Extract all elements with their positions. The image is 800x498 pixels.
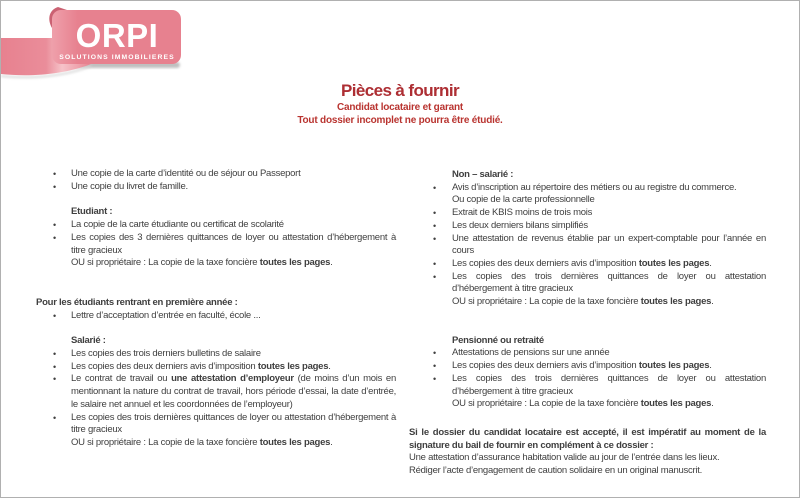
bullet-list [36, 348, 396, 450]
bullet-item: • Les copies des deux derniers avis d’imposition toutes les pages. [36, 361, 396, 374]
bold-text: toutes les pages [638, 257, 710, 269]
bullet-item: • Une attestation de revenus établie par un expert-comptable pour l’année en cours [409, 233, 766, 258]
bullet-list [36, 168, 396, 193]
bullet-item: • Les copies des trois derniers bulletins de salaire [36, 348, 396, 361]
bullet-item: • Lettre d’acceptation d’entrée en faculté, école ... [36, 310, 396, 323]
text-line: Une attestation d’assurance habitation valide au jour de l’entrée dans les lieux. [409, 452, 720, 464]
bullet-item: • Une copie de la carte d’identité ou de séjour ou Passeport [36, 168, 396, 181]
logo-brand-text: ORPI [75, 17, 159, 54]
text-line: Rédiger l’acte d’engagement de caution solidaire en un original manuscrit. [409, 465, 703, 477]
document-header [1, 81, 799, 127]
bullet-item: • Les copies des 3 dernières quittances de loyer ou attestation d’hébergement à titre gracieux [36, 232, 396, 257]
bullet-list [36, 310, 396, 323]
text-line: OU si propriétaire : La copie de la taxe foncière toutes les pages. [452, 296, 714, 308]
section-heading: Non – salarié : [452, 169, 514, 180]
bold-text: toutes les pages [638, 360, 710, 372]
section-heading: Salarié : [71, 335, 106, 347]
bullet-item: • Le contrat de travail ou une attestation d’employeur (de moins d’un mois en mentionnant la nature du contrat de travail, hors période d’essai, la date d’entrée, le salaire net annuel et les coordonnées de l’employeur) [36, 373, 396, 411]
bullet-item: • Les copies des trois dernières quittances de loyer ou attestation d’hébergement à titre gracieux [36, 412, 396, 437]
bold-text: toutes les pages [640, 296, 712, 308]
bold-text: toutes les pages [640, 398, 712, 410]
page-subtitle: Candidat locataire et garant [336, 102, 464, 113]
text-line: Ou copie de la carte professionnelle [452, 194, 595, 206]
right-column [409, 169, 766, 478]
left-column [36, 168, 396, 450]
section-heading: Etudiant : [71, 206, 113, 218]
section-heading: Pour les étudiants rentrant en première année : [36, 296, 238, 308]
bullet-item: • La copie de la carte étudiante ou certificat de scolarité [36, 219, 396, 232]
bullet-list [409, 182, 766, 309]
bold-text: une attestation d’employeur [171, 373, 294, 385]
bold-text: toutes les pages [259, 257, 331, 269]
text-line: OU si propriétaire : La copie de la taxe foncière toutes les pages. [71, 436, 333, 448]
bold-text: toutes les pages [257, 360, 329, 372]
page-warning: Tout dossier incomplet ne pourra être étudié. [297, 115, 503, 126]
page-title: Pièces à fournir [341, 81, 459, 100]
bullet-item: • Les deux derniers bilans simplifiés [409, 220, 766, 233]
orpi-logo [1, 6, 196, 91]
bullet-list [36, 219, 396, 270]
text-line [409, 427, 766, 452]
bullet-list [409, 347, 766, 411]
bullet-item: • Attestations de pensions sur une année [409, 347, 766, 360]
bold-text: Si le dossier du candidat locataire est accepté, il est impératif au moment de la signature du bail de fournir en complément à ce dossier : [409, 426, 766, 451]
text-line: OU si propriétaire : La copie de la taxe foncière toutes les pages. [452, 398, 714, 410]
bullet-item: • Les copies des deux derniers avis d’imposition toutes les pages. [409, 360, 766, 373]
section-heading: Pensionné ou retraité [452, 334, 544, 346]
bullet-item: • Une copie du livret de famille. [36, 181, 396, 194]
bullet-item: • Avis d’inscription au répertoire des métiers ou au registre du commerce. [409, 182, 766, 195]
bullet-item: • Les copies des trois dernières quittances de loyer ou attestation d’hébergement à titre gracieux [409, 271, 766, 296]
text-line: OU si propriétaire : La copie de la taxe foncière toutes les pages. [71, 257, 333, 269]
bullet-item: • Les copies des deux derniers avis d’imposition toutes les pages. [409, 258, 766, 271]
bullet-item: • Les copies des trois dernières quittances de loyer ou attestation d’hébergement à titre gracieux [409, 373, 766, 398]
bold-text: toutes les pages [259, 436, 331, 448]
bullet-item: • Extrait de KBIS moins de trois mois [409, 207, 766, 220]
paragraph [409, 427, 766, 478]
logo-tagline-text: SOLUTIONS IMMOBILIERES [59, 54, 175, 61]
